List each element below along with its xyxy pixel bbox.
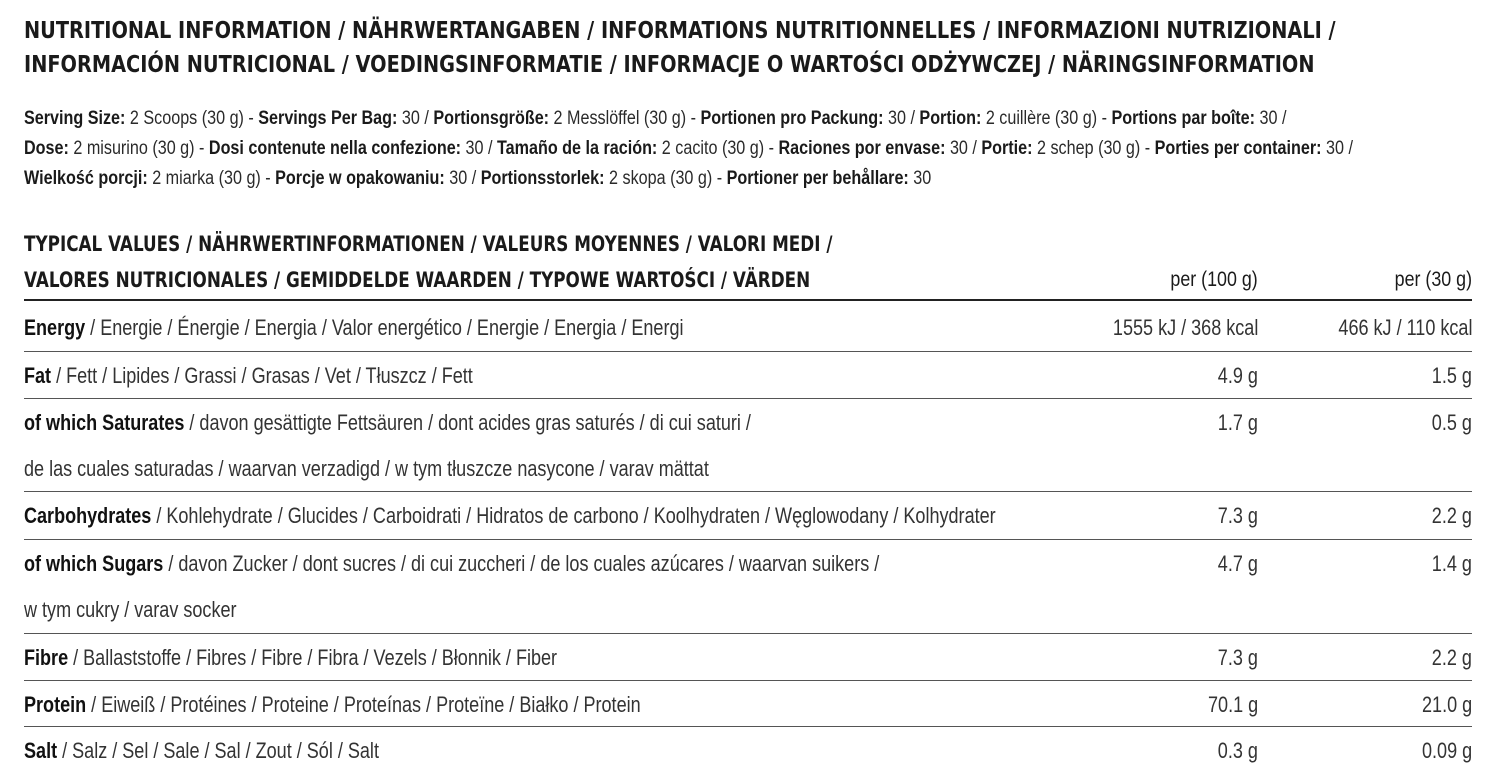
serving-value: 30	[908, 168, 932, 189]
serving-value: 30 /	[397, 108, 434, 129]
serving-key: Wielkość porcji:	[24, 168, 148, 189]
nutrient-label: of which Sugars / davon Zucker / dont sucres / di cui zuccheri / de los cuales azúcares / waarvan suikers /	[24, 551, 880, 576]
serving-key: Porcje w opakowaniu:	[275, 168, 445, 189]
nutrient-label: of which Saturates / davon gesättigte Fettsäuren / dont acides gras saturés / di cui saturi /	[24, 410, 751, 435]
title-line-1: NUTRITIONAL INFORMATION / NÄHRWERTANGABEN / INFORMATIONS NUTRITIONNELLES / INFORMAZIONI NUTRIZIONALI /	[24, 18, 1336, 44]
title-line-2: INFORMACIÓN NUTRICIONAL / VOEDINGSINFORMATIE / INFORMACJE O WARTOŚCI ODŻYWCZEJ / NÄRINGSINFORMATION	[24, 52, 1315, 78]
serving-value: 2 Scoops (30 g) -	[125, 108, 259, 129]
serving-info	[24, 104, 1427, 194]
serving-key: Dosi contenute nella confezione:	[208, 138, 462, 159]
serving-value: 2 Messlöffel (30 g) -	[549, 108, 701, 129]
nutrient-label: Fibre / Ballaststoffe / Fibres / Fibre / Fibra / Vezels / Błonnik / Fiber	[24, 645, 558, 670]
serving-line-2	[24, 134, 1427, 164]
row-divider	[24, 491, 1472, 492]
serving-key: Portions par boîte:	[1111, 108, 1256, 129]
serving-key: Portion:	[919, 108, 982, 129]
value-per-100g: 0.3 g	[1217, 738, 1258, 763]
value-per-100g: 70.1 g	[1207, 692, 1258, 717]
value-per-100g: 7.3 g	[1217, 645, 1258, 670]
serving-value: 2 skopa (30 g) -	[604, 168, 727, 189]
nutrient-label: Salt / Salz / Sel / Sale / Sal / Zout / Sól / Salt	[24, 738, 379, 763]
title-block	[24, 14, 1336, 82]
nutrient-label: Fat / Fett / Lipides / Grassi / Grasas / Vet / Tłuszcz / Fett	[24, 363, 473, 388]
value-per-30g: 2.2 g	[1431, 503, 1472, 528]
row-divider	[24, 680, 1472, 681]
serving-key: Dose:	[24, 138, 69, 159]
serving-line-3	[24, 164, 1427, 194]
serving-key: Porties per container:	[1154, 138, 1322, 159]
nutrient-label: Energy / Energie / Énergie / Energia / Valor energético / Energie / Energia / Energi	[24, 315, 684, 340]
nutrient-label-continued: w tym cukry / varav socker	[24, 597, 237, 622]
value-per-30g: 0.5 g	[1431, 410, 1472, 435]
serving-value: 30 /	[945, 138, 982, 159]
nutrient-label: Carbohydrates / Kohlehydrate / Glucides / Carboidrati / Hidratos de carbono / Koolhydraten / Węglowodany / Kolhydrater	[24, 503, 996, 528]
column-header-per-30g: per (30 g)	[1394, 268, 1472, 291]
serving-value: 2 schep (30 g) -	[1032, 138, 1155, 159]
value-per-30g: 1.5 g	[1431, 363, 1472, 388]
typical-values-line-2: VALORES NUTRICIONALES / GEMIDDELDE WAARDEN / TYPOWE WARTOŚCI / VÄRDEN	[24, 268, 811, 292]
nutrient-label: Protein / Eiweiß / Protéines / Proteine / Proteínas / Proteïne / Białko / Protein	[24, 692, 641, 717]
value-per-30g: 21.0 g	[1421, 692, 1472, 717]
value-per-100g: 1.7 g	[1217, 410, 1258, 435]
value-per-30g: 1.4 g	[1431, 551, 1472, 576]
row-divider	[24, 398, 1472, 399]
serving-line-1	[24, 104, 1427, 134]
serving-key: Servings Per Bag:	[258, 108, 398, 129]
serving-value: 30 /	[883, 108, 920, 129]
serving-key: Portionsgröße:	[433, 108, 550, 129]
serving-value: 30 /	[461, 138, 497, 159]
value-per-100g: 7.3 g	[1217, 503, 1258, 528]
typical-values-line-1: TYPICAL VALUES / NÄHRWERTINFORMATIONEN / VALEURS MOYENNES / VALORI MEDI /	[24, 232, 833, 256]
nutrient-label-continued: de las cuales saturadas / waarvan verzadigd / w tym tłuszcze nasycone / varav mättat	[24, 456, 709, 481]
serving-key: Raciones por envase:	[778, 138, 946, 159]
serving-key: Serving Size:	[24, 108, 126, 129]
value-per-100g: 4.9 g	[1217, 363, 1258, 388]
serving-value: 30 /	[444, 168, 481, 189]
serving-key: Portionsstorlek:	[480, 168, 605, 189]
serving-key: Portioner per behållare:	[726, 168, 909, 189]
row-divider	[24, 633, 1472, 634]
serving-value: 2 cuillère (30 g) -	[981, 108, 1112, 129]
value-per-30g: 2.2 g	[1431, 645, 1472, 670]
serving-value: 30 /	[1321, 138, 1353, 159]
value-per-30g: 466 kJ / 110 kcal	[1337, 315, 1472, 340]
serving-value: 2 misurino (30 g) -	[68, 138, 209, 159]
value-per-30g: 0.09 g	[1421, 738, 1472, 763]
row-divider	[24, 726, 1472, 727]
value-per-100g: 1555 kJ / 368 kcal	[1112, 315, 1258, 340]
serving-key: Portie:	[981, 138, 1033, 159]
serving-value: 2 miarka (30 g) -	[147, 168, 276, 189]
header-divider	[24, 299, 1472, 301]
column-header-per-100g: per (100 g)	[1170, 268, 1258, 291]
serving-key: Tamaño de la ración:	[496, 138, 658, 159]
value-per-100g: 4.7 g	[1217, 551, 1258, 576]
serving-value: 2 cacito (30 g) -	[657, 138, 779, 159]
serving-key: Portionen pro Packung:	[700, 108, 884, 129]
serving-value: 30 /	[1255, 108, 1287, 129]
row-divider	[24, 351, 1472, 352]
row-divider	[24, 539, 1472, 540]
